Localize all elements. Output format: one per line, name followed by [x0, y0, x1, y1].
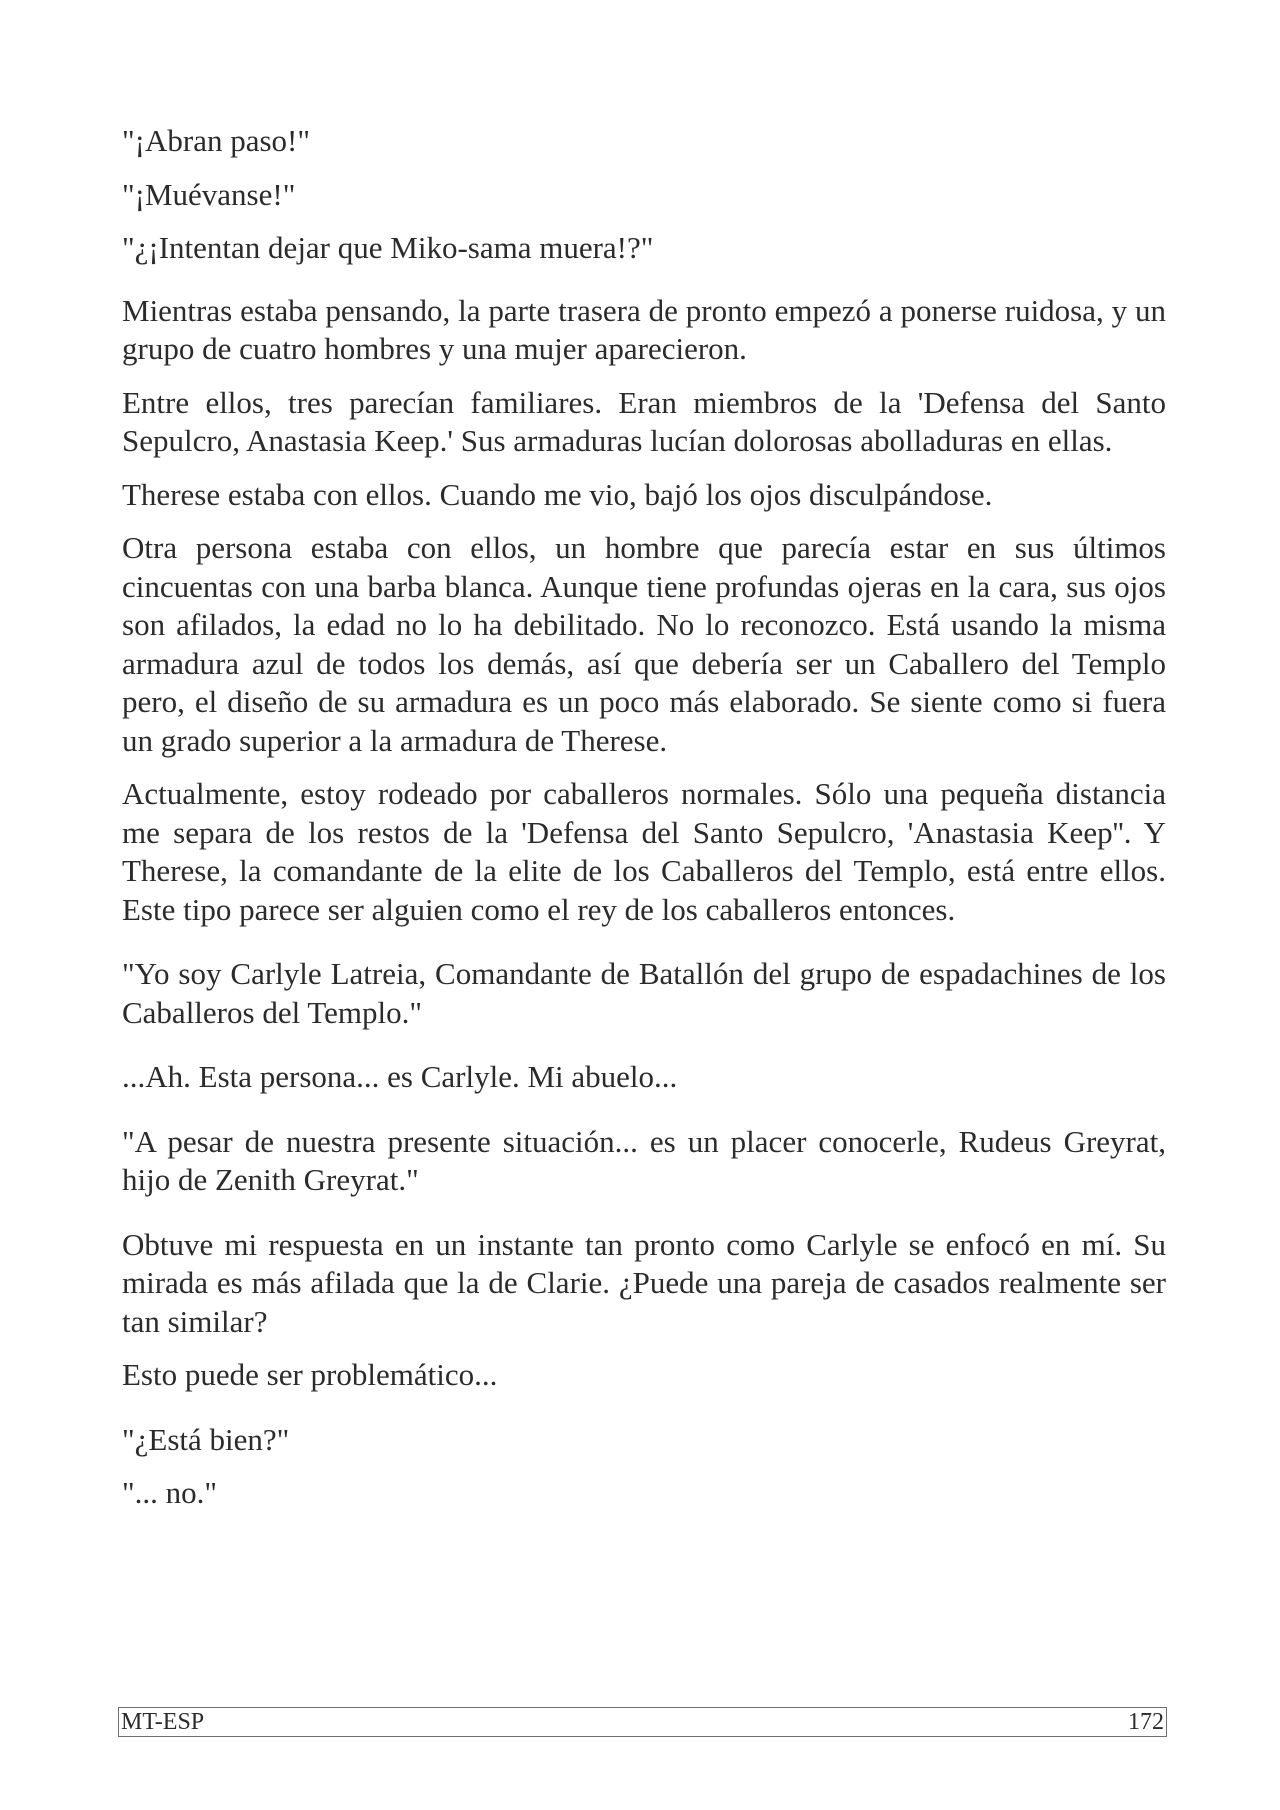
- dialogue-line: "¡Muévanse!": [122, 176, 296, 212]
- paragraph: Actualmente, estoy rodeado por caballeros normales. Sólo una pequeña distancia me separa de los restos de la 'Defensa del Santo Sepulcro, 'Anastasia Keep''. Y Therese, la comandante de la elite de los Caballeros del Templo, está entre ellos. Este tipo parece ser alguien como el rey de los caballeros entonces.: [122, 776, 1166, 927]
- paragraph: Esto puede ser problemático...: [122, 1357, 498, 1392]
- paragraph: Entre ellos, tres parecían familiares. Eran miembros de la 'Defensa del Santo Sepulcro, Anastasia Keep.' Sus armaduras lucían dolorosas abolladuras en ellas.: [122, 384, 1166, 458]
- dialogue-paragraph: "Yo soy Carlyle Latreia, Comandante de Batallón del grupo de espadachines de los Caballeros del Templo.": [122, 956, 1166, 1030]
- paragraph: ...Ah. Esta persona... es Carlyle. Mi abuelo...: [122, 1059, 678, 1094]
- dialogue-line: "¡Abran paso!": [122, 123, 310, 158]
- document-body: [122, 122, 1166, 1513]
- paragraph: Mientras estaba pensando, la parte trasera de pronto empezó a ponerse ruidosa, y un grupo de cuatro hombres y una mujer aparecieron.: [122, 292, 1166, 366]
- page-footer: [118, 1707, 1167, 1737]
- footer-label: MT-ESP: [121, 1709, 205, 1735]
- dialogue-line: "¿Está bien?": [122, 1421, 290, 1457]
- dialogue-line: "¿¡Intentan dejar que Miko-sama muera!?": [122, 230, 654, 265]
- dialogue-line: "... no.": [122, 1475, 218, 1510]
- paragraph: Otra persona estaba con ellos, un hombre que parecía estar en sus últimos cincuentas con una barba blanca. Aunque tiene profundas ojeras en la cara, sus ojos son afilados, la edad no lo ha debilitado. No lo reconozco. Está usando la misma armadura azul de todos los demás, así que debería ser un Caballero del Templo pero, el diseño de su armadura es un poco más elaborado. Se siente como si fuera un grado superior a la armadura de Therese.: [122, 530, 1166, 758]
- page-number: 172: [1128, 1709, 1164, 1735]
- dialogue-paragraph: "A pesar de nuestra presente situación... es un placer conocerle, Rudeus Greyrat, hijo de Zenith Greyrat.": [122, 1123, 1166, 1197]
- paragraph: Therese estaba con ellos. Cuando me vio, bajó los ojos disculpándose.: [122, 476, 993, 512]
- paragraph: Obtuve mi respuesta en un instante tan pronto como Carlyle se enfocó en mí. Su mirada es más afilada que la de Clarie. ¿Puede una pareja de casados realmente ser tan similar?: [122, 1226, 1166, 1339]
